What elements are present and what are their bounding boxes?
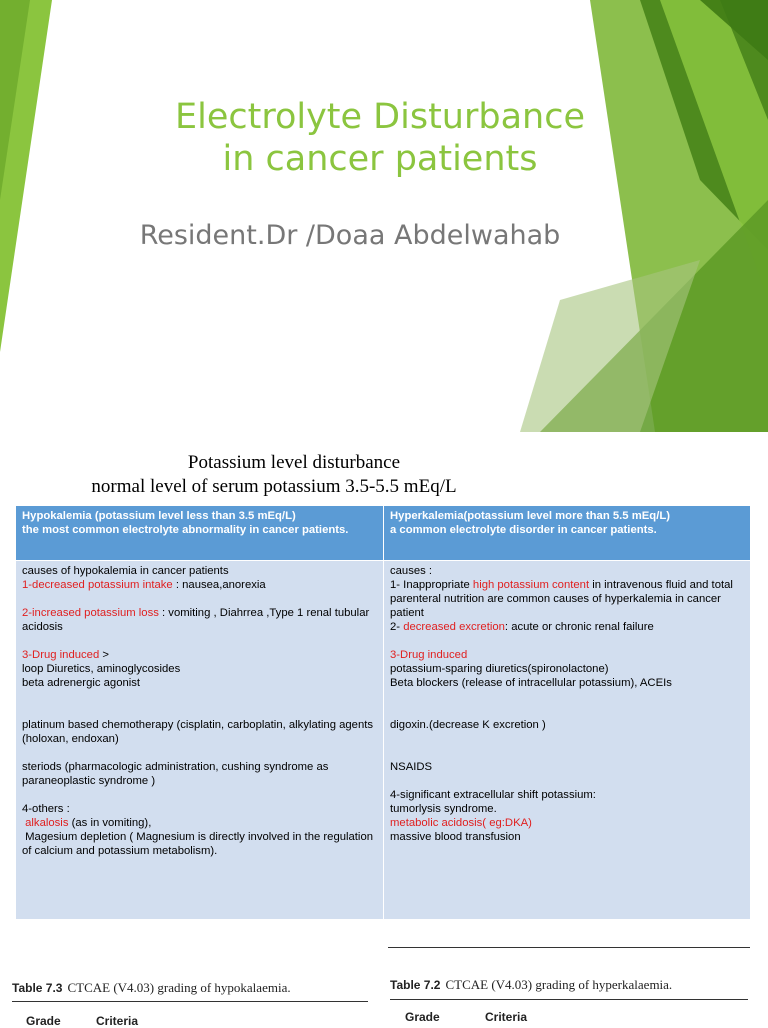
hypo-cause-2-title: 2-increased potassium loss	[22, 607, 159, 619]
hyper-cause-4: 4-significant extracellular shift potassium:	[390, 789, 596, 801]
hypo-drug-1: loop Diuretics, aminoglycosides	[22, 663, 181, 675]
hypo-drug-3: platinum based chemotherapy (cisplatin, carboplatin, alkylating agents (holoxan, endoxan)	[22, 719, 374, 745]
slide-title-line2: in cancer patients	[222, 139, 538, 179]
hypo-other-1-text: (as in vomiting),	[68, 817, 152, 829]
hypo-drug-2: beta adrenergic agonist	[22, 677, 141, 689]
hypo-cause-1-title: 1-decreased potassium intake	[22, 579, 173, 591]
hypo-cause-1	[22, 578, 377, 592]
hyperkalemia-header-line1: Hyperkalemia(potassium level more than 5.5 mEq/L)	[390, 510, 671, 522]
ctcae-hyper-grade-header: Grade	[405, 1010, 440, 1024]
hypo-other-2	[22, 830, 377, 858]
hypo-cause-3-title: 3-Drug induced	[22, 649, 100, 661]
ctcae-hypo-caption-text: CTCAE (V4.03) grading of hypokalaemia.	[67, 980, 291, 995]
hyperkalemia-causes	[384, 561, 751, 920]
hypo-intro: causes of hypokalemia in cancer patients	[22, 565, 229, 577]
hyper-cause-1-pre: 1- Inappropriate	[390, 579, 473, 591]
hyper-cause-2-text: : acute or chronic renal failure	[504, 621, 654, 633]
hypo-drug-4: steriods (pharmacologic administration, cushing syndrome as paraneoplastic syndrome )	[22, 761, 329, 787]
hyper-cause-1	[390, 578, 744, 620]
hypo-cause-2-text: : vomiting , Diahrrea ,Type 1 renal tubular acidosis	[22, 607, 370, 633]
hypokalemia-header-line2: the most common electrolyte abnormality in cancer patients.	[22, 524, 349, 536]
hyper-drug-2: Beta blockers (release of intracellular potassium), ACEIs	[390, 677, 672, 689]
hyper-drug-3: digoxin.(decrease K excretion )	[390, 719, 546, 731]
hyper-drug-1: potassium-sparing diuretics(spironolactone)	[390, 663, 609, 675]
slide-title	[110, 96, 650, 180]
slide-author: Resident.Dr /Doaa Abdelwahab	[139, 220, 561, 251]
hypo-cause-3-text: >	[99, 649, 109, 661]
hyper-cause-1-title: high potassium content	[472, 579, 590, 591]
ctcae-hypo-caption	[12, 980, 291, 996]
hyper-shift-3: massive blood transfusion	[390, 831, 521, 843]
hyper-cause-3: 3-Drug induced	[390, 649, 468, 661]
hypokalemia-causes	[16, 561, 384, 920]
hyper-cause-2-title: decreased excretion	[403, 621, 505, 633]
hyper-shift-1: tumorlysis syndrome.	[390, 803, 497, 815]
ctcae-hypo-label: Table 7.3	[12, 981, 63, 995]
ctcae-hypo-criteria-header: Criteria	[96, 1014, 139, 1028]
ctcae-hyper-rule	[390, 999, 748, 1000]
hypo-cause-1-text: : nausea,anorexia	[172, 579, 266, 591]
table-header-row	[16, 506, 751, 561]
slide-title-line1: Electrolyte Disturbance	[174, 97, 586, 137]
hypokalemia-header	[16, 506, 384, 561]
green-decoration	[0, 0, 768, 432]
hypo-other-2-text: Magesium depletion ( Magnesium is directly involved in the regulation of calcium and potassium metabolism).	[22, 831, 374, 857]
hyperkalemia-header-line2: a common electrolyte disorder in cancer patients.	[390, 524, 657, 536]
hyper-cause-2	[390, 620, 744, 634]
potassium-table	[15, 505, 751, 920]
ctcae-hypo-rule	[12, 1001, 368, 1002]
ctcae-hyper-caption	[390, 977, 672, 993]
table-body-row	[16, 561, 751, 920]
hypo-cause-2	[22, 606, 377, 634]
hyper-cause-1-text: in intravenous fluid and total parenteral nutrition are common causes of hyperkalemia in cancer patient	[390, 579, 733, 619]
section-heading: Potassium level disturbance	[187, 452, 401, 473]
hyper-cause-2-pre: 2-	[390, 621, 404, 633]
ctcae-hyper-criteria-header: Criteria	[485, 1010, 528, 1024]
ctcae-hypo-grade-header: Grade	[26, 1014, 61, 1028]
hyper-drug-4: NSAIDS	[390, 761, 433, 773]
hyper-intro: causes :	[390, 565, 433, 577]
ctcae-hyper-caption-text: CTCAE (V4.03) grading of hyperkalaemia.	[445, 977, 673, 992]
title-slide	[0, 0, 768, 432]
hypokalemia-header-line1: Hypokalemia (potassium level less than 3.5 mEq/L)	[22, 510, 296, 522]
ctcae-hyper-label: Table 7.2	[390, 978, 441, 992]
section-subheading: normal level of serum potassium 3.5-5.5 mEq/L	[91, 476, 457, 497]
hyper-shift-2: metabolic acidosis( eg:DKA)	[390, 817, 532, 829]
hypo-other-1	[22, 816, 377, 830]
hyperkalemia-header	[384, 506, 751, 561]
hypo-cause-4: 4-others :	[22, 803, 70, 815]
hypo-other-1-title: alkalosis	[25, 817, 69, 829]
hypo-cause-3	[22, 648, 377, 662]
divider-line	[388, 947, 750, 948]
